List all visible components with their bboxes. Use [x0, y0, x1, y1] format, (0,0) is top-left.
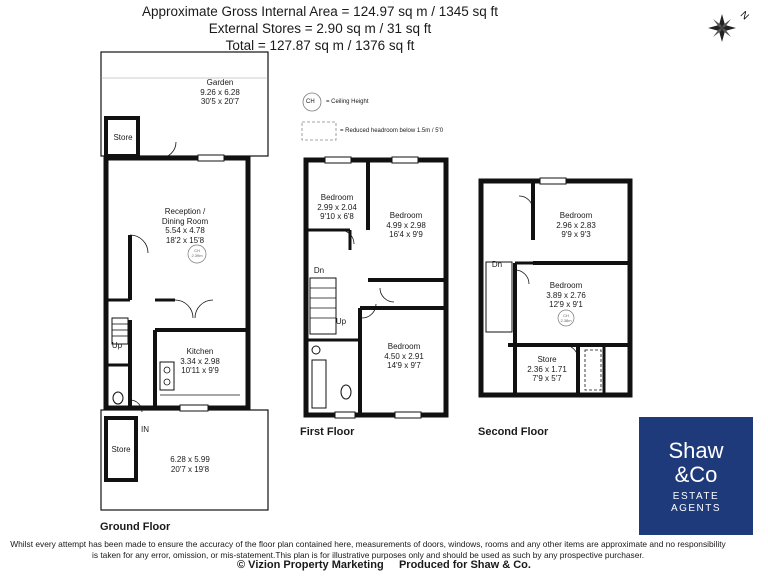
ceiling-key-code: CH: [306, 99, 315, 105]
reception-imperial: 18'2 x 15'8: [165, 235, 205, 245]
first-front-bedroom-name: Bedroom: [387, 342, 421, 351]
second-main-bedroom-metric: 3.89 x 2.76: [546, 290, 586, 300]
first-small-bedroom-label: [308, 193, 366, 222]
first-rear-bedroom-name: Bedroom: [389, 211, 423, 220]
reduced-headroom-key-text: = Reduced headroom below 1.5m / 5'0: [340, 128, 444, 134]
first-dn-label: Dn: [313, 266, 325, 275]
store-bottom-label: Store: [111, 445, 131, 454]
brand-line-2: &Co: [674, 462, 718, 487]
garden-name: Garden: [206, 78, 234, 87]
second-ch-value: 2.38m: [560, 318, 572, 323]
reduced-headroom-key-icon: [302, 122, 336, 140]
kitchen-label: [170, 347, 230, 376]
reception-name: Reception /: [164, 207, 206, 216]
kitchen-imperial: 10'11 x 9'9: [181, 366, 219, 375]
brand-line-3: ESTATE: [672, 491, 720, 502]
brand-line-4: AGENTS: [670, 503, 722, 514]
disclaimer-text: Whilst every attempt has been made to ensure the accuracy of the floor plan contained here, measurements of doors, windows, rooms and any other items are approximate and no responsibility is taken for any error, omission, or mis-statement.This plan is for illustrative purposes only and should be used as such by any prospective purchaser.: [10, 539, 726, 560]
reception-metric: 5.54 x 4.78: [165, 226, 205, 235]
garden-metric: 9.26 x 6.28: [200, 87, 240, 97]
kitchen-metric: 3.34 x 2.98: [180, 356, 220, 366]
second-rear-bedroom-metric: 2.96 x 2.83: [556, 220, 596, 230]
first-rear-bedroom-metric: 4.99 x 2.98: [386, 220, 426, 230]
second-main-bedroom-label: [536, 281, 596, 310]
front-area-metric: 6.28 x 5.99: [170, 455, 210, 464]
footer-credit: © Vizion Property Marketing Produced for Shaw & Co.: [237, 559, 531, 571]
garden-imperial: 30'5 x 20'7: [200, 97, 240, 106]
second-store-metric: 2.36 x 1.71: [527, 364, 567, 374]
first-rear-bedroom-label: [376, 211, 436, 240]
second-main-bedroom-name: Bedroom: [549, 281, 583, 290]
front-area-label: [160, 455, 220, 474]
gross-area-text: Approximate Gross Internal Area = 124.97 sq m / 1345 sq ft: [141, 4, 499, 19]
brand-line-1: Shaw: [668, 438, 724, 463]
reception-ch-value: 2.39m: [191, 253, 203, 258]
first-rear-bedroom-imperial: 16'4 x 9'9: [389, 230, 423, 239]
second-ch-code: CH: [563, 313, 569, 318]
first-small-bedroom-name: Bedroom: [320, 193, 354, 202]
first-front-bedroom-imperial: 14'9 x 9'7: [387, 361, 421, 370]
compass-north-label: N: [737, 9, 751, 23]
first-small-bedroom-metric: 2.99 x 2.04: [317, 202, 357, 212]
first-front-bedroom-label: [372, 342, 436, 371]
reception-name-2: Dining Room: [161, 216, 209, 226]
second-ch-label: [556, 313, 576, 323]
reception-label: [150, 207, 220, 245]
ceiling-key-text: = Ceiling Height: [326, 99, 369, 105]
garden-label: [190, 78, 250, 107]
external-stores-text: External Stores = 2.90 sq m / 31 sq ft: [208, 21, 432, 36]
second-rear-bedroom-name: Bedroom: [559, 211, 593, 220]
second-main-bedroom-imperial: 12'9 x 9'1: [549, 300, 583, 309]
shaw-co-logo: [639, 417, 753, 535]
second-store-name: Store: [537, 355, 557, 364]
ground-up-label: Up: [111, 341, 123, 350]
first-front-bedroom-metric: 4.50 x 2.91: [384, 351, 424, 361]
ground-floor-plan: [101, 52, 268, 510]
total-area-text: Total = 127.87 sq m / 1376 sq ft: [225, 38, 415, 53]
second-rear-bedroom-label: [546, 211, 606, 240]
second-store-label: [520, 355, 574, 384]
reception-ch-label: [187, 248, 207, 258]
second-dn-label: Dn: [491, 260, 503, 269]
first-small-bedroom-imperial: 9'10 x 6'8: [320, 212, 354, 221]
second-rear-bedroom-imperial: 9'9 x 9'3: [561, 230, 591, 239]
compass-rose-icon: [708, 14, 736, 42]
first-floor-title: First Floor: [300, 426, 355, 438]
reception-ch-code: CH: [194, 248, 200, 253]
first-up-label: Up: [335, 317, 347, 326]
store-top-label: Store: [113, 133, 133, 142]
front-area-imperial: 20'7 x 19'8: [170, 464, 210, 474]
second-floor-title: Second Floor: [478, 426, 549, 438]
second-store-imperial: 7'9 x 5'7: [532, 374, 562, 383]
kitchen-name: Kitchen: [186, 347, 214, 356]
ground-floor-title: Ground Floor: [100, 521, 171, 533]
entrance-in-label: IN: [141, 425, 149, 434]
